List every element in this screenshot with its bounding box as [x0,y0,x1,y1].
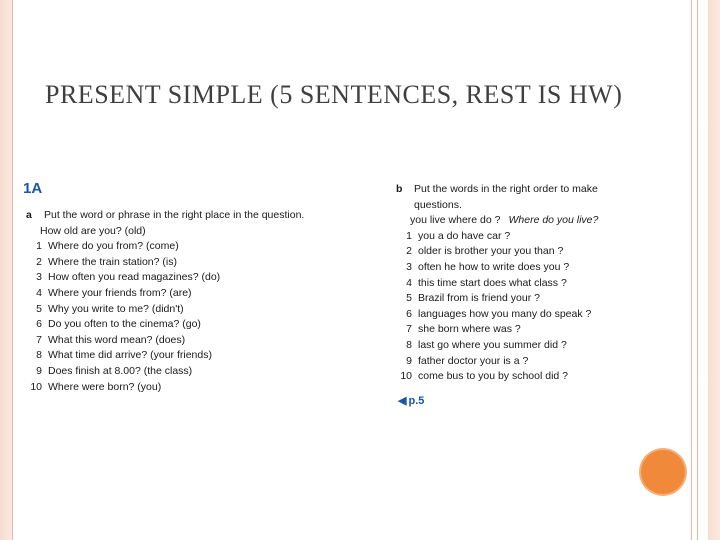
item-text: Why you write to me? (didn't) [48,302,184,315]
item-number: 4 [36,286,42,299]
page-reference-text: p.5 [408,395,425,407]
section-a-example-text: How old are you? (old) [40,224,146,237]
section-a [26,208,346,395]
item-number: 7 [406,323,412,336]
back-arrow-icon: ◀ [398,395,407,407]
right-border-line-outer [691,0,692,540]
list-item [26,239,346,255]
section-b-example-answer: Where do you live? [508,214,599,227]
item-number: 3 [36,271,42,284]
item-text: often he how to write does you ? [418,260,570,273]
section-b-header [396,182,641,213]
item-number: 2 [36,255,42,268]
item-text: Where do you from? (come) [48,240,179,253]
item-number: 10 [400,370,412,383]
list-item [26,380,346,396]
item-text: How often you read magazines? (do) [48,271,221,284]
decorative-orange-circle [641,450,685,494]
item-number: 10 [30,380,42,393]
item-text: languages how you many do speak ? [418,307,592,320]
section-a-example [26,224,346,240]
list-item [396,291,641,307]
left-border-decoration [0,0,12,540]
section-b [396,182,641,385]
list-item [26,348,346,364]
item-number: 5 [36,302,42,315]
item-number: 8 [36,349,42,362]
worksheet-image [18,176,643,416]
item-number: 9 [36,364,42,377]
list-item [26,255,346,271]
slide-title [45,80,622,110]
right-border-line-inner [697,0,698,540]
item-number: 4 [406,276,412,289]
item-text: What time did arrive? (your friends) [48,349,212,362]
list-item [396,260,641,276]
item-text: father doctor your is a ? [418,354,529,367]
item-text: come bus to you by school did ? [418,370,569,383]
item-text: she born where was ? [418,323,521,336]
section-b-list [396,229,641,385]
list-item [26,333,346,349]
slide-title-middle: RESENT SIMPLE (5 SENTENCES, REST IS [59,80,569,109]
lesson-id: 1A [23,180,43,197]
item-number: 1 [36,240,42,253]
item-number: 9 [406,354,412,367]
left-border-line [12,0,13,540]
item-text: Does finish at 8.00? (the class) [48,364,193,377]
section-b-example [396,213,641,229]
right-border-decoration [708,0,720,540]
item-number: 5 [406,292,412,305]
item-number: 6 [36,318,42,331]
list-item [396,322,641,338]
list-item [396,369,641,385]
section-b-example-text: you live where do ? [410,214,501,227]
section-a-letter: a [26,209,32,221]
list-item [26,317,346,333]
item-number: 7 [36,333,42,346]
section-b-instruction: Put the words in the right order to make questions. [414,183,598,211]
list-item [396,244,641,260]
section-a-header [26,208,346,224]
item-text: Do you often to the cinema? (go) [48,318,201,331]
list-item [396,338,641,354]
item-text: older is brother your you than ? [418,245,564,258]
section-a-instruction: Put the word or phrase in the right place in the question. [44,209,305,221]
slide-title-initial: P [45,80,60,109]
section-b-letter: b [396,183,403,195]
item-text: you a do have car ? [418,229,511,242]
item-number: 6 [406,307,412,320]
item-text: Where the train station? (is) [48,255,177,268]
list-item [26,302,346,318]
item-text: Brazil from is friend your ? [418,292,540,305]
list-item [26,270,346,286]
list-item [396,229,641,245]
list-item [396,354,641,370]
list-item [26,364,346,380]
page-reference [398,394,424,407]
item-text: Where your friends from? (are) [48,286,192,299]
item-text: What this word mean? (does) [48,333,186,346]
item-text: last go where you summer did ? [418,338,567,351]
list-item [26,286,346,302]
item-number: 1 [406,229,412,242]
slide-title-end: HW) [568,80,623,109]
item-number: 3 [406,260,412,273]
list-item [396,307,641,323]
item-text: this time start does what class ? [418,276,567,289]
item-number: 2 [406,245,412,258]
item-text: Where were born? (you) [48,380,162,393]
item-number: 8 [406,338,412,351]
section-a-list [26,239,346,395]
list-item [396,276,641,292]
